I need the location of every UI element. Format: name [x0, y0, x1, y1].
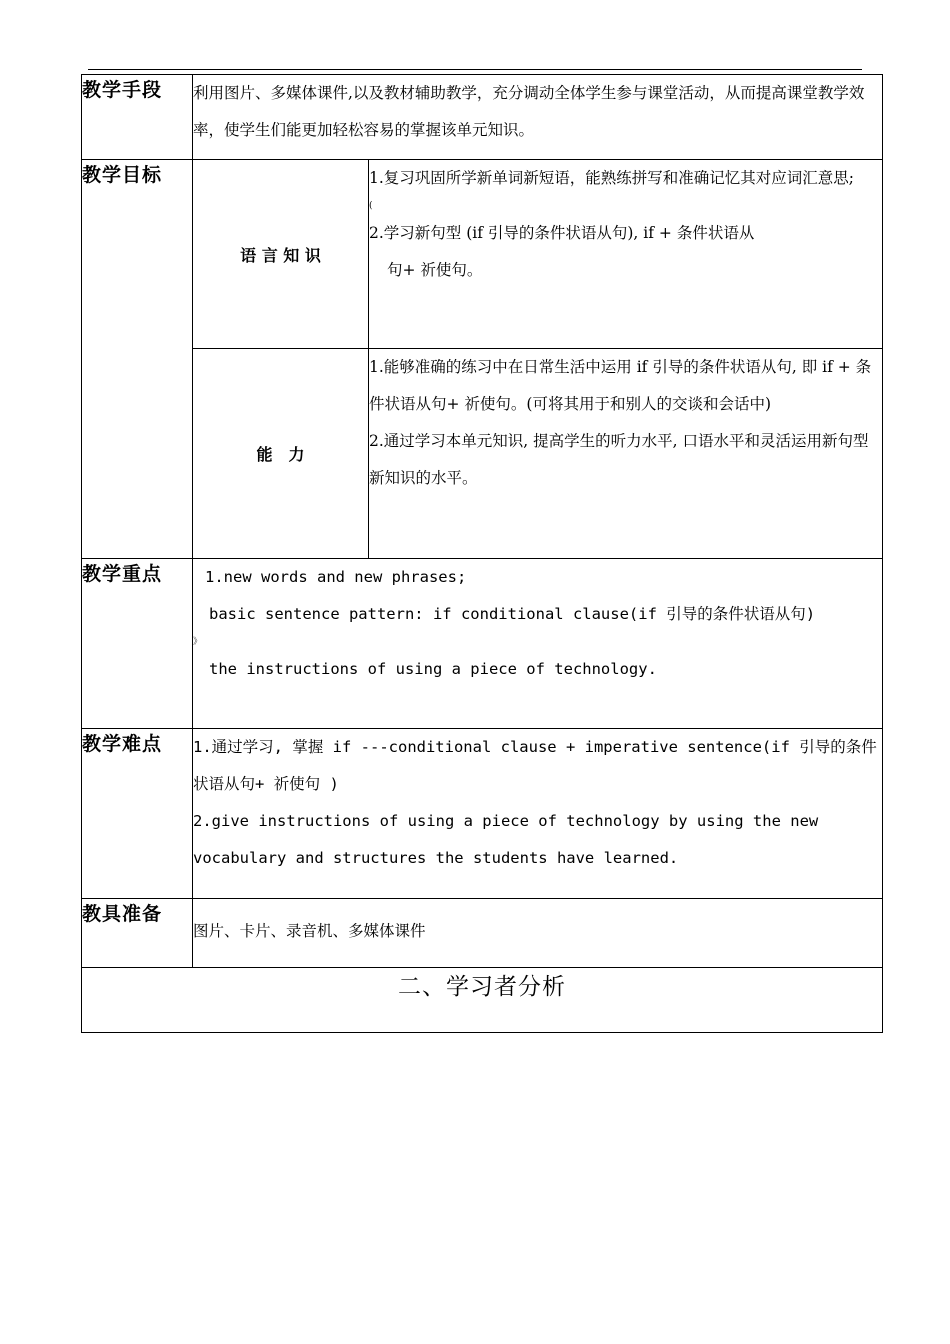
ability-label: 能 力 — [193, 349, 369, 559]
lesson-plan-table — [81, 74, 883, 1033]
key-points-header: 教学重点 — [82, 559, 193, 729]
row-teaching-means — [82, 75, 883, 160]
knowledge-item-1: 1.复习巩固所学新单词新短语，能熟练拼写和准确记忆其对应词汇意思; — [369, 169, 855, 187]
row-key-points — [82, 559, 883, 729]
row-materials — [82, 899, 883, 968]
row-teaching-goals-knowledge — [82, 160, 883, 349]
row-difficulties — [82, 729, 883, 899]
teaching-means-text: 利用图片、多媒体课件,以及教材辅助教学，充分调动全体学生参与课堂活动，从而提高课堂教学效率，使学生们能更加轻松容易的掌握该单元知识。 — [193, 75, 883, 160]
materials-text: 图片、卡片、录音机、多媒体课件 — [193, 899, 883, 968]
row-section-title — [82, 968, 883, 1033]
difficulties-header: 教学难点 — [82, 729, 193, 899]
knowledge-item-2a: 2.学习新句型 (if 引导的条件状语从句), if + 条件状语从 — [369, 224, 755, 242]
difficulty-1: 1.通过学习, 掌握 if ---conditional clause + imperative sentence(if 引导的条件状语从句+ 祈使句 ) — [193, 738, 877, 793]
ability-item-2: 2.通过学习本单元知识, 提高学生的听力水平, 口语水平和灵活运用新句型新知识的水平。 — [369, 432, 869, 487]
difficulties-content — [193, 729, 883, 899]
teaching-goals-header: 教学目标 — [82, 160, 193, 559]
language-knowledge-label: 语 言 知 识 — [193, 160, 369, 349]
key-point-mark: 》 — [193, 637, 203, 647]
knowledge-item-2b: 句+ 祈使句。 — [387, 261, 483, 279]
key-point-3: the instructions of using a piece of technology. — [209, 660, 657, 678]
ability-content — [369, 349, 883, 559]
knowledge-mark: ( — [369, 201, 373, 211]
key-point-1: 1.new words and new phrases; — [205, 568, 467, 586]
teaching-means-header: 教学手段 — [82, 75, 193, 160]
key-points-content — [193, 559, 883, 729]
materials-header: 教具准备 — [82, 899, 193, 968]
difficulty-2: 2.give instructions of using a piece of technology by using the new vocabulary and structures the students have learned. — [193, 812, 819, 867]
ability-item-1: 1.能够准确的练习中在日常生活中运用 if 引导的条件状语从句, 即 if + 条件状语从句+ 祈使句。(可将其用于和别人的交谈和会话中) — [369, 358, 872, 413]
section-title: 二、学习者分析 — [82, 968, 883, 1033]
language-knowledge-content — [369, 160, 883, 349]
key-point-2: basic sentence pattern: if conditional clause(if 引导的条件状语从句) — [209, 605, 816, 623]
top-rule — [88, 69, 862, 70]
row-teaching-goals-ability — [82, 349, 883, 559]
